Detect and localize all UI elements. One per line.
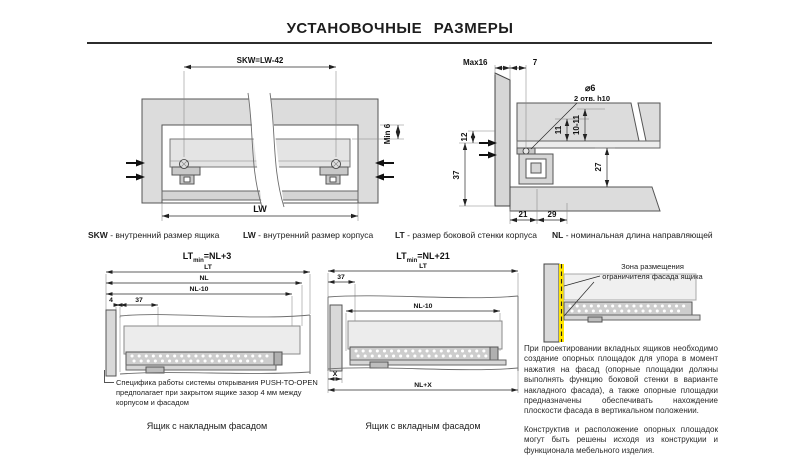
dim-4: 4 xyxy=(109,297,113,304)
legend-item-lt xyxy=(395,230,537,240)
caption-inset-facade: Ящик с вкладным фасадом xyxy=(365,421,481,431)
formula-sub: min xyxy=(406,257,418,264)
dim-x: X xyxy=(332,371,338,378)
support-pads-paragraph-1: При проектировании вкладных ящиков необходимо создание опорных площадок для упора в момент нажатия на фасад (опорные площадки должны выполнять функцию боковой стенки в варианте накладного фасада), а также опорные площадки предназначены обеспечивать нахождение плоскости фасада в вертикальном положении. xyxy=(524,344,718,416)
page-title: УСТАНОВОЧНЫЕ РАЗМЕРЫ xyxy=(286,20,514,37)
drawer-side-view xyxy=(328,296,518,371)
formula-rest: =NL+21 xyxy=(417,251,450,261)
dim-dia6: ⌀6 xyxy=(585,83,596,93)
formula-sub: min xyxy=(193,257,204,264)
legend-abbr: SKW xyxy=(88,230,108,240)
formula-base: LT xyxy=(182,251,194,261)
dim-nl10: NL-10 xyxy=(413,303,433,310)
dim-two-holes: 2 отв. h10 xyxy=(574,94,611,103)
dim-max16: Max16 xyxy=(463,58,488,67)
legend-item-nl xyxy=(552,230,713,240)
formula-lt-overlay xyxy=(96,251,318,264)
legend-desc: - внутренний размер корпуса xyxy=(255,230,374,240)
dim-nl: NL xyxy=(199,275,209,282)
figure-front-cross-section xyxy=(100,53,410,225)
push-to-open-note: Специфика работы системы открывания PUSH-TO-OPEN предполагает при закрытом ящике зазор 4 мм между корпусом и фасадом xyxy=(116,378,318,407)
legend-abbr: NL xyxy=(552,230,564,240)
dim-min6: Min 6 xyxy=(383,123,392,145)
dim-lt: LT xyxy=(419,263,427,270)
legend-desc: - внутренний размер ящика xyxy=(107,230,220,240)
dimensions-bottom xyxy=(328,371,518,393)
formula-rest: =NL+3 xyxy=(203,251,232,261)
legend-item-skw xyxy=(88,230,219,240)
legend-abbr: LW xyxy=(243,230,256,240)
figure-side-cross-section xyxy=(452,53,660,228)
dim-21: 21 xyxy=(518,210,528,219)
dim-12: 12 xyxy=(460,132,469,142)
dim-11: 11 xyxy=(554,125,563,135)
formula-base: LT xyxy=(396,251,407,261)
limiter-zone-label xyxy=(585,262,720,282)
dim-nlx: NL+X xyxy=(414,382,432,389)
dim-37: 37 xyxy=(135,297,143,304)
limiter-zone-label-line2: ограничителя фасада ящика xyxy=(602,271,703,281)
note-leader-line xyxy=(104,370,114,383)
legend-desc: - номинальная длина направляющей xyxy=(563,230,713,240)
dim-29: 29 xyxy=(547,210,557,219)
support-pads-note xyxy=(524,344,718,456)
dimensions-top xyxy=(328,263,518,323)
dim-nl10: NL-10 xyxy=(189,286,209,293)
title-divider xyxy=(87,42,712,44)
formula-lt-inset xyxy=(322,251,524,264)
dim-lt: LT xyxy=(204,264,212,271)
figure-inset-facade xyxy=(322,263,524,398)
support-pads-paragraph-2: Конструктив и расположение опорных площадок могут быть решены исходя из конструкции и функционала мебельного изделия. xyxy=(524,424,718,455)
figure-overlay-facade xyxy=(96,264,318,382)
dim-lw: LW xyxy=(253,204,267,214)
dim-37: 37 xyxy=(337,274,345,281)
caption-overlay-facade: Ящик с накладным фасадом xyxy=(146,421,268,431)
dim-skw: SKW=LW-42 xyxy=(236,56,284,65)
drawer-side-view xyxy=(106,310,310,376)
mount-arrows xyxy=(479,140,497,159)
legend-abbr: LT xyxy=(395,230,405,240)
dim-27: 27 xyxy=(594,162,603,172)
limiter-zone-label-line1: Зона размещения xyxy=(621,262,684,271)
legend-desc: - размер боковой стенки корпуса xyxy=(404,230,537,240)
legend-item-lw xyxy=(243,230,373,240)
dim-10-11: 10-11 xyxy=(572,114,581,136)
dim-37: 37 xyxy=(452,170,461,180)
dim-7: 7 xyxy=(532,58,538,67)
